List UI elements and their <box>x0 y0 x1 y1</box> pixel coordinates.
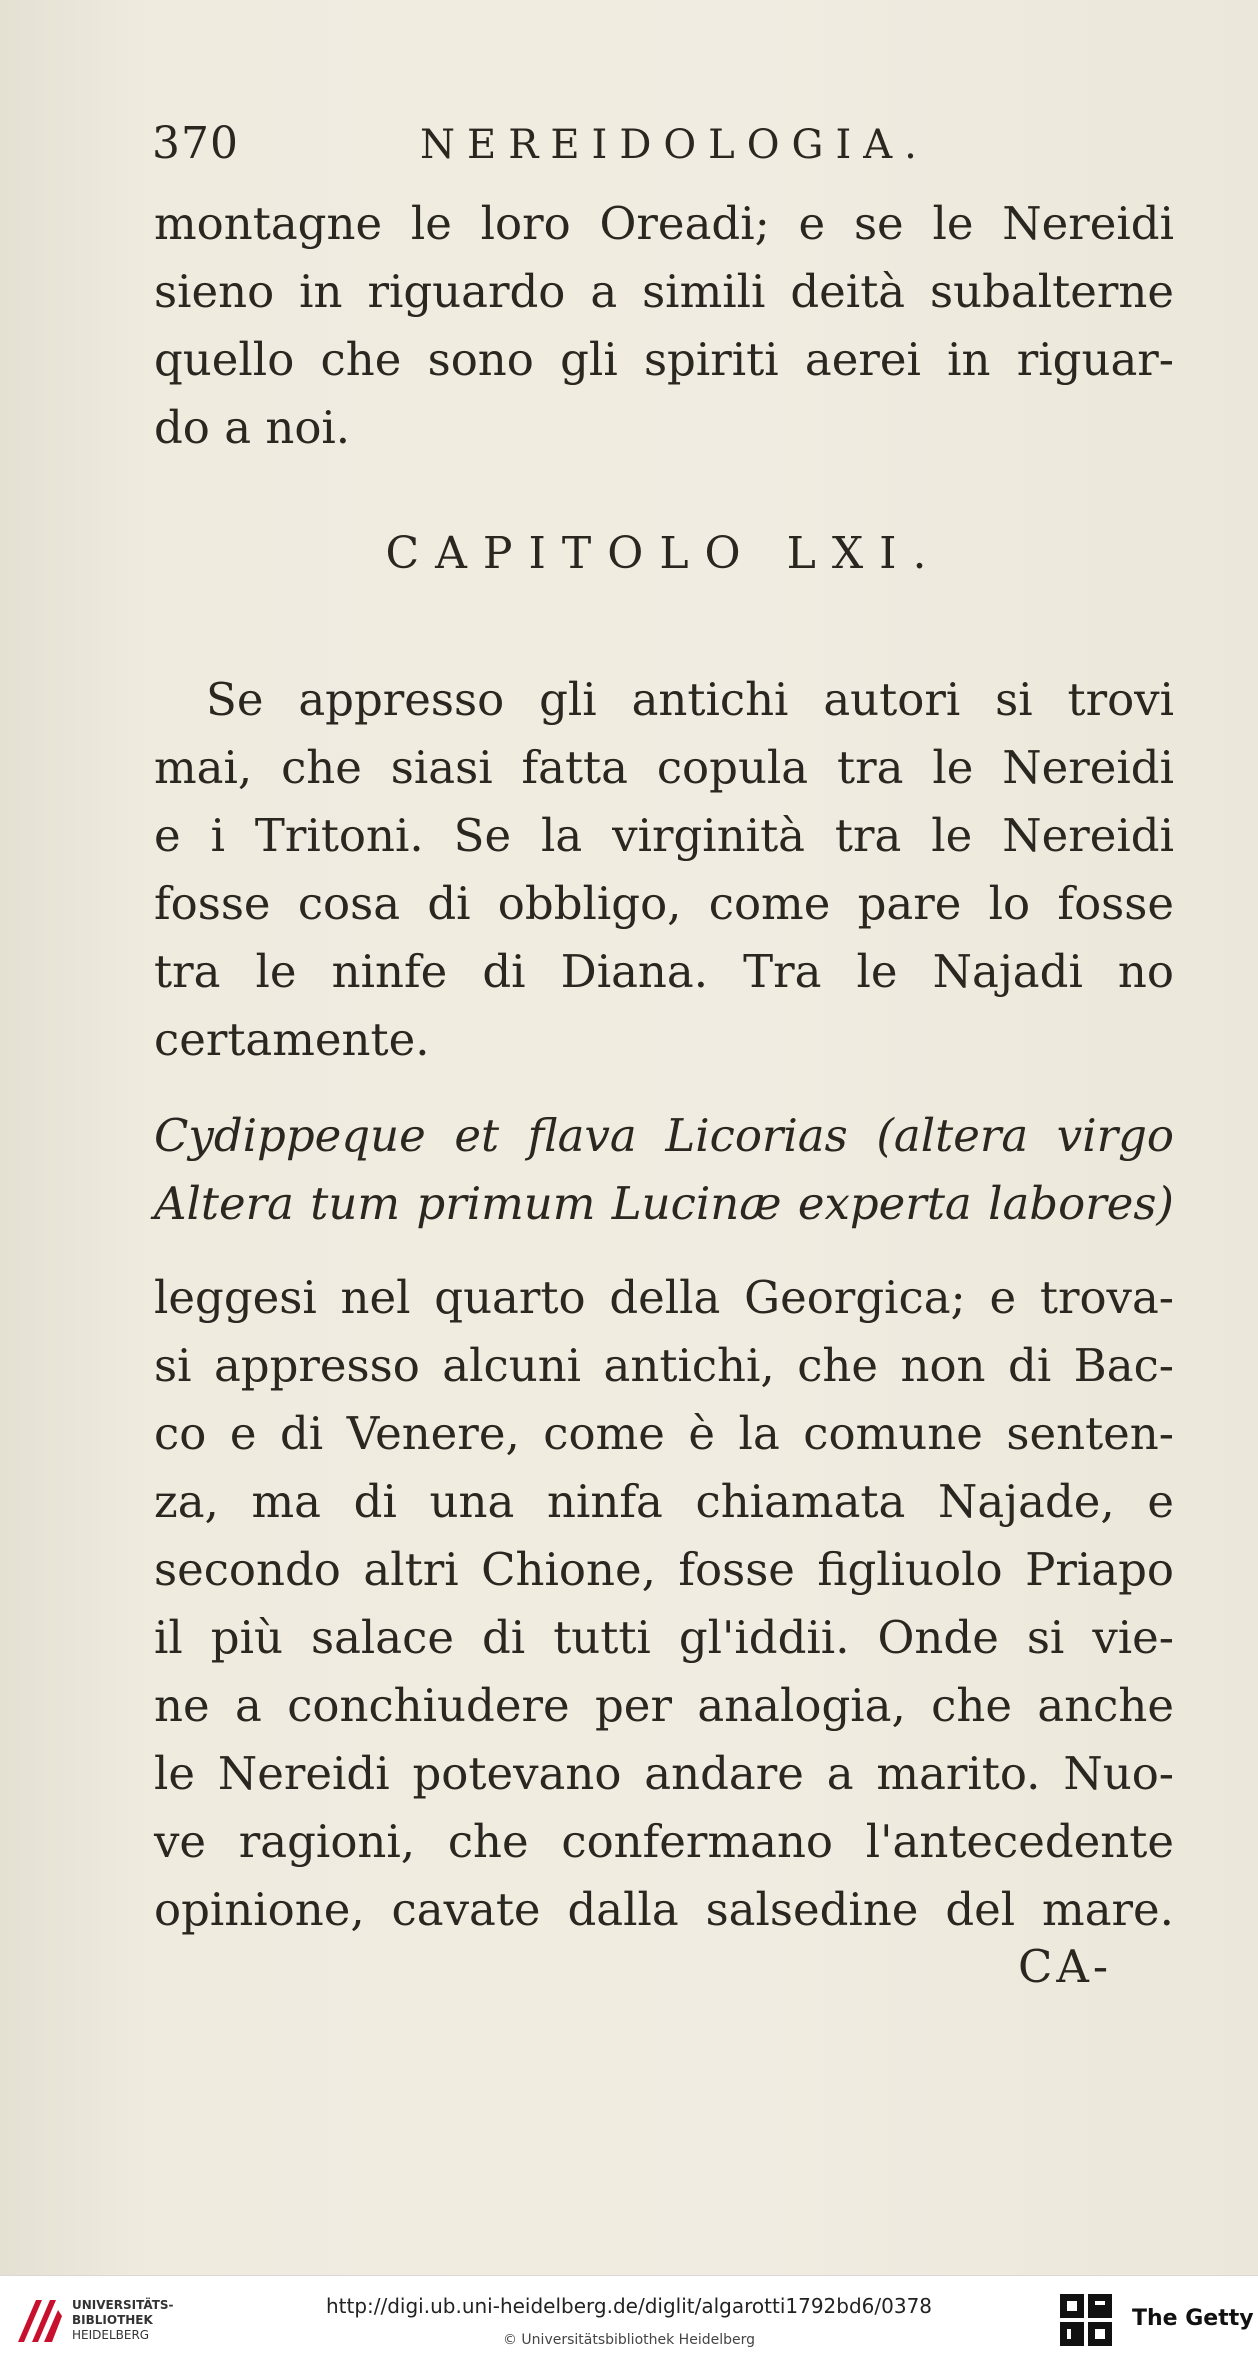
page-number: 370 <box>152 118 239 169</box>
text-line: co e di Venere, come è la comune senten- <box>154 1407 1174 1460</box>
chapter-heading: CAPITOLO LXI. <box>385 528 943 579</box>
text-line: za, ma di una ninfa chiamata Najade, e <box>154 1475 1174 1528</box>
text-line: fosse cosa di obbligo, come pare lo fosse <box>154 877 1174 930</box>
text-line: montagne le loro Oreadi; e se le Nereidi <box>154 197 1174 250</box>
getty-logo-icon <box>1058 2292 1114 2348</box>
text-line: ne a conchiudere per analogia, che anche <box>154 1679 1174 1732</box>
running-head: NEREIDOLOGIA. <box>420 122 929 168</box>
text-line: leggesi nel quarto della Georgica; e trova- <box>154 1271 1174 1324</box>
library-name-line: BIBLIOTHEK <box>72 2313 153 2327</box>
quote-line: Cydippeque et flava Licorias (altera virgo <box>154 1109 1174 1162</box>
getty-label: The Getty <box>1132 2306 1254 2331</box>
page-header <box>152 118 1182 178</box>
text-line: quello che sono gli spiriti aerei in riguar- <box>154 333 1174 386</box>
text-line: sieno in riguardo a simili deità subalterne <box>154 265 1174 318</box>
library-name-line: HEIDELBERG <box>72 2328 150 2342</box>
text-line: si appresso alcuni antichi, che non di Bac- <box>154 1339 1174 1392</box>
text-line: il più salace di tutti gl'iddii. Onde si vie- <box>154 1611 1174 1664</box>
quote-line: Altera tum primum Lucinæ experta labores) <box>154 1177 1174 1230</box>
text-line: certamente. <box>154 1013 430 1066</box>
permalink-url[interactable]: http://digi.ub.uni-heidelberg.de/diglit/algarotti1792bd6/0378 <box>325 2294 933 2318</box>
text-line: opinione, cavate dalla salsedine del mare. <box>154 1883 1174 1936</box>
catchword: CA- <box>1018 1940 1113 1993</box>
copyright-notice: © Universitätsbibliothek Heidelberg <box>502 2332 755 2348</box>
text-line: secondo altri Chione, fosse figliuolo Priapo <box>154 1543 1174 1596</box>
text-line: le Nereidi potevano andare a marito. Nuo- <box>154 1747 1174 1800</box>
text-line: Se appresso gli antichi autori si trovi <box>206 673 1174 726</box>
viewer-footer <box>0 2275 1258 2364</box>
text-line: mai, che siasi fatta copula tra le Nereidi <box>154 741 1174 794</box>
text-line: tra le ninfe di Diana. Tra le Najadi no <box>154 945 1174 998</box>
text-line: do a noi. <box>154 401 351 454</box>
library-name-line: UNIVERSITÄTS- <box>72 2298 174 2312</box>
text-line: e i Tritoni. Se la virginità tra le Nereidi <box>154 809 1174 862</box>
text-line: ve ragioni, che confermano l'antecedente <box>154 1815 1174 1868</box>
